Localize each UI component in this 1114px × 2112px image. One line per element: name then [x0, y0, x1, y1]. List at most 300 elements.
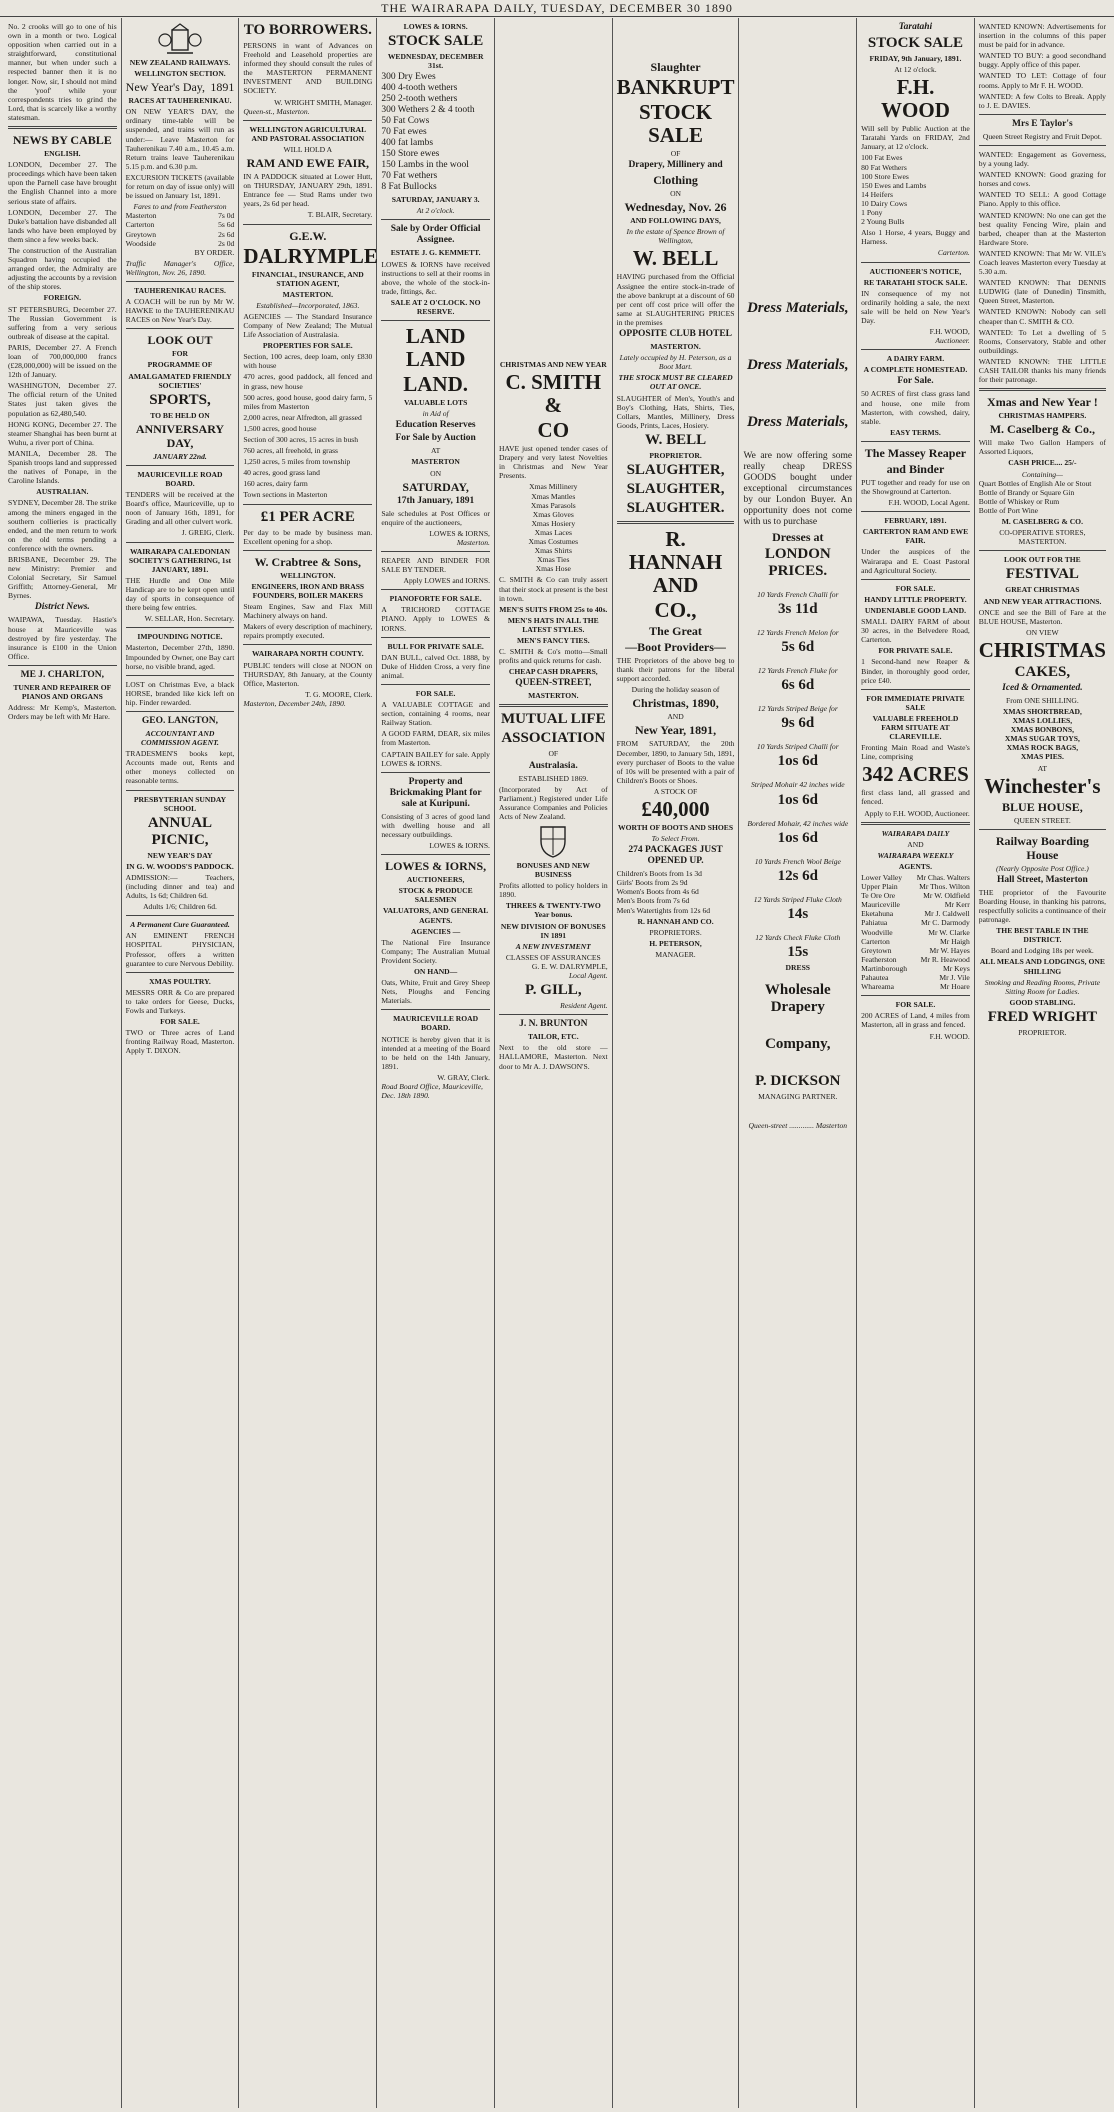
county-date: Masterton, December 24th, 1890.: [243, 698, 346, 708]
excursion-notice: EXCURSION TICKETS (available for return on day of issue only) will be issued on January 1st, 1891.: [125, 172, 235, 201]
of-word: OF: [548, 749, 559, 759]
agent-name: Mr R. Heawood: [920, 954, 970, 964]
foreign-subheading: FOREIGN.: [43, 293, 81, 303]
fare-price: 2s 6d: [218, 229, 235, 239]
divider: [499, 704, 608, 707]
divider: [381, 637, 490, 638]
dickson-name: P. DICKSON: [755, 1073, 841, 1090]
c-smith-item: Xmas Millinery: [529, 482, 578, 492]
stock-sale-day-2: SATURDAY, JANUARY 3.: [391, 195, 480, 205]
agent-row: [861, 891, 970, 900]
county-sign: T. G. MOORE, Clerk.: [305, 689, 373, 699]
auctioneers-role: AUCTIONEERS,: [406, 875, 465, 885]
papers-heading: WAIRARAPA DAILY: [881, 828, 950, 838]
programme-line: PROGRAMME OF: [147, 360, 213, 370]
w-bell-name-2: W. BELL: [644, 431, 707, 448]
poultry-heading: XMAS POULTRY.: [149, 976, 211, 986]
agent-name: Mr Kerr: [944, 900, 970, 910]
slaughter-line-2: SLAUGHTER,: [626, 480, 725, 497]
agent-row: [861, 973, 970, 982]
look-out-heading: LOOK OUT FOR THE: [1004, 555, 1081, 565]
homestead-heading: A COMPLETE HOMESTEAD.: [863, 365, 968, 375]
agent-place: Woodville: [861, 927, 893, 937]
mauriceville-date: Road Board Office, Mauriceville, Dec. 18th 1890.: [381, 1082, 483, 1101]
estate-body: LOWES & IORNS have received instructions to sell at their rooms in above, the whole of the stock-in-trade, fittings, &c.: [381, 259, 490, 296]
divider: [861, 689, 970, 690]
stock-sale-heading: STOCK SALE: [638, 100, 713, 147]
wanted-notice-13: WANTED KNOWN: THE LITTLE CASH TAILOR thanks his many friends for their patronage.: [978, 356, 1106, 385]
blue-house-name: BLUE HOUSE,: [1002, 799, 1083, 814]
coat-of-arms-emblem: [157, 22, 203, 56]
fares-title: Fares to and from Featherston: [133, 202, 227, 212]
stock-item: 150 Store ewes: [381, 149, 440, 160]
saturday-word: SATURDAY,: [402, 479, 469, 494]
news-london-3: The construction of the Australian Squadron having occupied the arranged order, the Admiralty are adjusting the accounts by a revision of the ship stores.: [8, 245, 117, 292]
for-sale-heading-2: FOR SALE.: [895, 1000, 936, 1010]
stock-item: 300 Dry Ewes: [381, 72, 436, 83]
divider: [861, 262, 970, 263]
divider: [243, 504, 372, 505]
hall-street: Hall Street, Masterton: [996, 874, 1088, 885]
dress-materials-3: Dress Materials,: [746, 414, 849, 430]
wanted-notice-12: WANTED: To Let a dwelling of 5 Rooms, Conservatory, Stable and other outbuildings.: [978, 327, 1106, 355]
stock-amount: £40,000: [641, 797, 710, 821]
county-heading: WAIRARAPA NORTH COUNTY.: [251, 649, 364, 659]
xmas-item: XMAS BONBONS,: [1010, 725, 1075, 735]
stock-item: 8 Fat Bullocks: [381, 182, 437, 193]
sale-schedules: Sale schedules at Post Offices or enquire of the auctioneers,: [381, 508, 490, 527]
property-item: 160 acres, dairy farm: [243, 479, 308, 489]
proprietors-line: PROPRIETORS.: [649, 927, 702, 937]
divider: [381, 1009, 490, 1010]
divider: [979, 145, 1106, 146]
c-smith-item: Xmas Parasols: [530, 500, 576, 510]
on-word: ON: [670, 189, 682, 199]
railways-section: WELLINGTON SECTION.: [134, 69, 226, 79]
divider: [126, 281, 235, 282]
agent-place: Whareama: [861, 982, 895, 992]
dalrymple-name: DALRYMPLE: [243, 243, 378, 268]
massey-reaper: The Massey Reaper: [864, 445, 967, 460]
valuable-lots: VALUABLE LOTS: [403, 398, 468, 408]
apply-wood: Apply to F.H. WOOD, Auctioneer.: [864, 808, 970, 818]
australasia-heading: Australasia.: [528, 760, 578, 771]
langton-role: ACCOUNTANT AND COMMISSION AGENT.: [141, 728, 219, 748]
new-year-1891: New Year, 1891,: [634, 723, 717, 738]
divider: [8, 126, 117, 129]
news-by-cable-heading: NEWS BY CABLE: [12, 133, 112, 148]
impounding-body: Masterton, December 27th, 1890. Impounded by Owner, one Bay cart horse, no visible brand, aged.: [125, 643, 235, 671]
intro-letter: No. 2 crooks will go to one of his own in a month or two. Logical opposition when carried out in a straightforward, constitutional manner, but when under such a respected banner then it is no longer. Now, sir, I should not mind the 'yoof' while your correspondents tries to grind the Lord, that is scarcely like a worthy statesman.: [8, 22, 117, 122]
stabling-line: GOOD STABLING.: [1009, 997, 1076, 1007]
column-9: [975, 18, 1110, 2108]
impounding-heading: IMPOUNDING NOTICE.: [137, 632, 223, 642]
news-waipawa: WAIPAWA, Tuesday. Hastie's house at Mauriceville was destroyed by fire yesterday. The insurance is £100 in the Union Office.: [8, 615, 117, 661]
district-news-heading: District News.: [34, 602, 90, 613]
dress-items: [743, 590, 852, 961]
fh-wood-body: Will sell by Public Auction at the Taratahi Yards on FRIDAY, 2nd January, at 12 o'clock.: [861, 124, 970, 152]
threes-heading: THREES & TWENTY-TWO Year bonus.: [505, 901, 601, 920]
dress-item-label: 12 Yards French Fluke for: [757, 666, 838, 676]
dress-item-price: 1os 6d: [777, 829, 819, 846]
c-smith-item: Xmas Laces: [534, 527, 572, 537]
caselberg-name: M. Caselberg & Co.,: [989, 422, 1096, 437]
anniversary-day-line: ANNIVERSARY DAY,: [135, 421, 225, 450]
annual-picnic-heading: ANNUAL PICNIC,: [147, 814, 213, 848]
auctioneers-notice-place: RE TARATAHI STOCK SALE.: [863, 277, 968, 287]
on-hand-heading: ON HAND—: [414, 966, 458, 976]
divider: [243, 120, 372, 121]
wanted-notice-4: WANTED: A few Colts to Break. Apply to J. E. DAVIES.: [978, 91, 1106, 110]
news-hong-kong: HONG KONG, December 27. The steamer Shanghai has been burnt at Wuhu, a river port of China.: [8, 419, 117, 447]
divider: [617, 521, 735, 524]
cure-body: AN EMINENT FRENCH HOSPITAL PHYSICIAN, Professor, offers a written guarantee to cure Nervous Debility.: [125, 931, 235, 968]
news-washington: WASHINGTON, December 27. The official return of the United States just taken gives the population as 62,480,540.: [8, 381, 117, 418]
christmas-heading: CHRISTMAS: [978, 637, 1106, 662]
bankrupt-heading: BANKRUPT: [616, 75, 735, 99]
wholesale-drapery: Wholesale Drapery: [764, 982, 831, 1016]
dress-item-label: Bordered Mohair, 42 inches wide: [747, 818, 849, 828]
boots-list: [617, 869, 735, 914]
auction-date: 17th January, 1891: [396, 495, 475, 506]
dairy-farm-body: 50 ACRES of first class grass land and house, one mile from Masterton, with cowshed, dairy, stable.: [861, 389, 970, 426]
auctioneers-role-2: STOCK & PRODUCE SALESMEN: [398, 886, 473, 905]
taratahi-stock-list: [861, 153, 970, 226]
column-2: [122, 18, 240, 2108]
new-years-day-label: New Year's Day,: [125, 80, 206, 95]
divider: [126, 627, 235, 628]
brickmaking-sign: LOWES & IORNS.: [429, 841, 490, 851]
agent-place: Lower Valley: [861, 873, 903, 882]
brickmaking-body: Consisting of 3 acres of good land with dwelling house and all necessary outbuildings.: [381, 811, 490, 839]
immediate-sale-heading: FOR IMMEDIATE PRIVATE SALE: [866, 693, 965, 712]
reaper-binder-notice: 1 Second-hand new Reaper & Binder, in thoroughly good order, price £40.: [861, 657, 970, 685]
xmas-item: XMAS LOLLIES,: [1012, 716, 1073, 726]
races-line: RACES AT TAUHERENIKAU.: [128, 96, 232, 106]
fare-row: [126, 211, 235, 220]
cottage-notice: A VALUABLE COTTAGE and section, containing 4 rooms, near Railway Station.: [381, 700, 490, 728]
stock-item: 300 Wethers 2 & 4 tooth: [381, 105, 475, 116]
ram-fair-heading: CARTERTON RAM AND EWE FAIR.: [862, 527, 969, 546]
caselberg-place: CO-OPERATIVE STORES, MASTERTON.: [999, 528, 1086, 547]
railway-boarding-house: Railway Boarding House: [995, 833, 1089, 862]
sunday-school-heading: PRESBYTERIAN SUNDAY SCHOOL: [133, 794, 227, 813]
divider: [861, 511, 970, 512]
reading-rooms: Smoking and Reading Rooms, Private Sitting Room for Ladies.: [984, 977, 1101, 996]
liquor-list: [979, 479, 1106, 515]
stock-of: A STOCK OF: [653, 786, 698, 796]
carterton-line: Carterton.: [937, 248, 970, 258]
local-agent-name: G. E. W. DALRYMPLE,: [531, 961, 608, 971]
stock-item: 100 Fat Ewes: [861, 153, 903, 163]
agent-place: Pahautea: [861, 973, 889, 983]
xmas-item: XMAS SHORTBREAD,: [1002, 706, 1082, 716]
slaughter-heading: Slaughter: [650, 60, 701, 74]
cash-price: CASH PRICE.... 25/-: [1008, 458, 1077, 468]
assignee-sale-heading: Sale by Order Official Assignee.: [390, 224, 481, 246]
per-acre-body: Per day to be made by business man. Excellent opening for a shop.: [243, 527, 373, 546]
dress-item-label: 12 Yards Check Fluke Cloth: [755, 932, 841, 942]
wanted-notice-11: WANTED KNOWN: Nobody can sell cheaper than C. SMITH & CO.: [978, 307, 1106, 326]
c-smith-co: CO: [537, 418, 570, 443]
dress-word: DRESS: [785, 962, 811, 972]
borrowers-place: Queen-st., Masterton.: [243, 106, 310, 116]
divider: [861, 995, 970, 996]
brickmaking-heading: Property and Brickmaking Plant for sale at Kuripuni.: [389, 776, 482, 809]
divider: [381, 219, 490, 220]
dress-item-price: 9s 6d: [781, 715, 815, 732]
divider: [499, 1014, 608, 1015]
langton-name: GEO. LANGTON,: [141, 715, 219, 726]
dress-item-label: 12 Yards Striped Fluke Cloth: [753, 894, 842, 904]
taratahi-heading: Taratahi: [898, 22, 933, 32]
divider: [126, 915, 235, 916]
wright-name: FRED WRIGHT: [987, 1008, 1098, 1025]
picnic-location: IN G. W. WOODS'S PADDOCK.: [126, 861, 234, 871]
reaper-apply: Apply LOWES and IORNS.: [403, 576, 490, 586]
dress-materials-2: Dress Materials,: [746, 357, 849, 373]
divider: [861, 441, 970, 442]
slaughter-line-3: SLAUGHTER.: [626, 499, 725, 516]
wanted-notice-7: WANTED TO SELL: A good Cottage Piano. Apply to this office.: [978, 190, 1106, 209]
column-4: [377, 18, 495, 2108]
agent-name: Mr Haigh: [940, 936, 970, 946]
agent-place: Eketahuna: [861, 909, 894, 919]
for-sale-by-auction: For Sale by Auction: [395, 433, 476, 444]
railways-heading: NEW ZEALAND RAILWAYS.: [129, 58, 231, 67]
divider: [126, 711, 235, 712]
company-word: Company,: [765, 1036, 831, 1053]
crest-emblem: [533, 823, 573, 859]
for-sale-heading: FOR SALE.: [160, 1017, 200, 1027]
agent-place: Pahiatua: [861, 918, 888, 928]
and-binder: and Binder: [886, 461, 945, 476]
stock-item: 250 2-tooth wethers: [381, 94, 458, 105]
c-smith-item: Xmas Hosiery: [531, 518, 576, 528]
column-7: [739, 18, 857, 2108]
agent-name: Mr Hoare: [940, 982, 970, 992]
christmas-heading: CHRISTMAS AND NEW YEAR: [499, 360, 607, 369]
wanted-notice-6: WANTED KNOWN: Good grazing for horses and cows.: [978, 170, 1106, 189]
packages-line: 274 PACKAGES JUST OPENED UP.: [628, 845, 723, 867]
agent-name: Mr J. Vile: [939, 973, 970, 983]
c-smith-item: Xmas Shirts: [534, 546, 572, 556]
c-smith-item: Xmas Ties: [537, 555, 570, 565]
divider: [126, 675, 235, 676]
dickson-role: MANAGING PARTNER.: [758, 1092, 838, 1102]
divider: [861, 822, 970, 825]
c-smith-body: HAVE just opened tender cases of Drapery and very latest Novelties in Christmas and New Year Presents.: [498, 444, 608, 481]
gill-name: P. GILL,: [525, 982, 582, 999]
proprietor-line: PROPRIETOR.: [649, 450, 702, 460]
property-item: Section of 300 acres, 15 acres in bush: [243, 435, 359, 444]
agent-row: [861, 900, 970, 909]
divider: [861, 349, 970, 350]
stock-item: 100 Store Ewes: [861, 171, 909, 181]
agent-row: [861, 918, 970, 927]
attractions-line: AND NEW YEAR ATTRACTIONS.: [983, 596, 1102, 606]
wanted-notice-1: WANTED KNOWN: Advertisements for insertion in the columns of this paper must be paid for in advance.: [978, 22, 1106, 50]
fare-price: 7s 0d: [218, 211, 235, 221]
on-word: ON: [430, 468, 442, 478]
news-paris: PARIS, December 27. A French loan of 700,000,000 francs (£28,000,000) will be issued on the 12th of January.: [8, 342, 117, 380]
fh-wood-role: Auctioneer.: [935, 336, 970, 346]
stock-list: [381, 72, 490, 193]
dress-item-price: 1os 6d: [777, 753, 819, 770]
dairy-farm-heading: A DAIRY FARM.: [886, 354, 945, 364]
mauriceville-body: NOTICE is hereby given that it is intended at a meeting of the Board to be held on the 14th January, 1891.: [381, 1034, 490, 1071]
freehold-farm: VALUABLE FREEHOLD FARM SITUATE AT CLAREVILLE.: [872, 713, 959, 742]
agricultural-sign: T. BLAIR, Secretary.: [307, 210, 373, 220]
divider: [861, 579, 970, 580]
dress-intro: We are now offering some really cheap DRESS GOODS bought under exceptional circumstances by our London Buyer. An opportunity does not come with us to purchase: [743, 451, 853, 527]
borrowers-heading: TO BORROWERS.: [243, 22, 372, 38]
queen-street: QUEEN STREET.: [1013, 815, 1071, 825]
agent-row: [861, 909, 970, 918]
look-out-for: FOR: [171, 349, 188, 359]
agent-place: Upper Plain: [861, 882, 898, 892]
look-out-heading: LOOK OUT: [147, 333, 213, 348]
column-3: [239, 18, 377, 2108]
dalrymple-established: Established—Incorporated, 1863.: [256, 300, 360, 310]
divider: [381, 320, 490, 321]
freehold-body: Fronting Main Road and Waste's Line, comprising: [861, 743, 970, 762]
stock-item: 150 Ewes and Lambs: [861, 180, 927, 190]
bull-body: DAN BULL, calved Oct. 1888, by Duke of Hidden Cross, a very fine animal.: [381, 652, 490, 680]
stock-item: 14 Heifers: [861, 189, 893, 199]
stock-sale-time: At 2 o'clock.: [416, 206, 455, 216]
reaper-tender: REAPER AND BINDER FOR SALE BY TENDER.: [381, 555, 490, 575]
winchester-name: Winchester's: [984, 773, 1101, 798]
weekly-heading: WAIRARAPA WEEKLY: [877, 850, 954, 860]
divider: [979, 829, 1106, 830]
mens-hats: MEN'S HATS IN ALL THE LATEST STYLES.: [507, 615, 599, 634]
mens-ties: MEN'S FANCY TIES.: [516, 635, 590, 645]
agent-name: Mr W. Oldfield: [923, 891, 970, 901]
xmas-new-year-heading: Xmas and New Year !: [987, 395, 1098, 410]
bonuses-body: Profits allotted to policy holders in 1890.: [498, 881, 608, 900]
divider: [979, 388, 1106, 391]
c-smith-note: C. SMITH & Co can truly assert that their stock at present is the best in town.: [498, 575, 608, 603]
brunton-body: Next to the old store — HALLAMORE, Masterton. Next door to Mr A. J. DAWSON'S.: [498, 1043, 608, 1071]
xmas-item: XMAS SUGAR TOYS,: [1004, 734, 1080, 744]
lost-horse-notice: LOST on Christmas Eve, a black HORSE, branded like kick left on hip. Finder rewarded.: [125, 679, 235, 707]
lowes-iorns-sign: LOWES & IORNS,: [429, 528, 490, 538]
caledonian-body: THE Hurdle and One Mile Handicap are to be kept open until day of sports in consequence of there being few entries.: [125, 575, 235, 613]
wanted-notice-3: WANTED TO LET: Cottage of four rooms. Apply to Mr F. H. WOOD.: [978, 71, 1106, 90]
property-item: Town sections in Masterton: [243, 490, 328, 500]
mutual-life-body: (Incorporated by Act of Parliament.) Registered under Life Assurance Companies and Policies Acts of New Zealand.: [498, 784, 608, 821]
mauriceville-sign: W. GRAY, Clerk.: [437, 1072, 490, 1082]
to-be-held-line: TO BE HELD ON: [150, 410, 210, 420]
dalrymple-agencies: AGENCIES — The Standard Insurance Company of New Zealand; The Mutual Life Association of Australasia.: [243, 311, 373, 340]
australian-subheading: AUSTRALIAN.: [36, 487, 89, 497]
agent-place: Carterton: [861, 936, 890, 946]
clothing-line: Clothing: [653, 173, 698, 188]
agencies-heading: AGENCIES —: [411, 926, 461, 936]
dalrymple-role: FINANCIAL, INSURANCE, AND STATION AGENT,: [251, 269, 364, 288]
agent-name: Mr Chas. Walters: [916, 873, 970, 882]
boot-item: Women's Boots from 4s 6d: [616, 887, 699, 897]
per-acre-heading: £1 PER ACRE: [260, 508, 355, 525]
agent-row: [861, 873, 970, 882]
iced-line: Iced & Ornamented.: [1002, 682, 1083, 693]
stock-item: 400 4-tooth wethers: [381, 83, 458, 94]
divider: [979, 114, 1106, 115]
for-sale-heading: FOR SALE.: [415, 689, 456, 698]
fare-station: Carterton: [125, 220, 155, 230]
dress-item-label: 12 Yards Striped Beige for: [757, 704, 838, 714]
wanted-notice-5: WANTED: Engagement as Governess, by a young lady.: [978, 149, 1106, 169]
fh-wood-name: F.H. WOOD: [881, 75, 950, 123]
caledonian-sign: W. SELLAR, Hon. Secretary.: [144, 614, 235, 624]
crabtree-name: W. Crabtree & Sons,: [254, 554, 361, 569]
cheap-drapers: CHEAP CASH DRAPERS,: [508, 667, 598, 677]
agent-name: Mr W. Clarke: [928, 927, 970, 937]
undeniable-land: UNDENIABLE GOOD LAND.: [864, 605, 966, 615]
agent-row: [861, 937, 970, 946]
opposite-club-hotel: OPPOSITE CLUB HOTEL: [619, 329, 733, 340]
properties-heading: PROPERTIES FOR SALE.: [262, 341, 353, 351]
brunton-role: TAILOR, ETC.: [527, 1032, 579, 1042]
caselberg-sign: M. CASELBERG & CO.: [1001, 517, 1083, 527]
fare-row: [126, 230, 235, 239]
worth-line: WORTH OF BOOTS AND SHOES: [618, 823, 734, 832]
cure-heading: A Permanent Cure Guaranteed.: [130, 920, 230, 930]
ad-charlton-name: ME J. CHARLTON,: [20, 669, 105, 680]
mutual-life-heading: MUTUAL LIFE: [500, 711, 606, 728]
stock-item: 70 Fat wethers: [381, 171, 438, 182]
property-item: 1,500 acres, good house: [243, 423, 317, 433]
association-heading: ASSOCIATION: [501, 730, 606, 747]
and-word: AND: [907, 839, 924, 849]
auctioneers-role-3: VALUATORS, AND GENERAL AGENTS.: [383, 906, 489, 925]
agent-row: [861, 964, 970, 973]
c-smith-list: [499, 482, 608, 573]
stock-item: 400 fat lambs: [381, 138, 434, 149]
divider: [126, 790, 235, 791]
news-london-2: LONDON, December 27. The Duke's battalion have disbanded all lands who have been employed by them since a few weeks back.: [8, 207, 117, 244]
dalrymple-place: MASTERTON.: [282, 289, 334, 299]
divider: [381, 684, 490, 685]
dress-item-price: 15s: [787, 943, 809, 960]
new-years-day-line: [126, 80, 235, 94]
divider: [126, 542, 235, 543]
stock-item: 80 Fat Wethers: [861, 162, 907, 172]
masterton-line: MASTERTON.: [528, 691, 579, 701]
massey-sign: F.H. WOOD, Local Agent.: [888, 498, 970, 508]
fare-station: Woodside: [125, 238, 156, 248]
containing-line: Containing—: [1021, 469, 1063, 479]
divider: [126, 972, 235, 973]
column-6: [613, 18, 740, 2108]
crabtree-place: WELLINGTON.: [280, 570, 336, 580]
agent-place: Te Ore Ore: [861, 891, 896, 901]
established-line: ESTABLISHED 1869.: [518, 773, 589, 783]
divider: [243, 550, 372, 551]
c-smith-motto: C. SMITH & Co's motto—Small profits and quick returns for cash.: [498, 647, 608, 666]
poultry-body: MESSRS ORR & Co are prepared to take orders for Geese, Ducks, Fowls and Turkeys.: [125, 987, 235, 1016]
stock-sale-date: FRIDAY, 9th January, 1891.: [869, 54, 962, 63]
column-8: [857, 18, 975, 2108]
news-london-1: LONDON, December 27. The proceedings which have been taken upon the Parnell case have brought the English Channel into a more serious state of affairs.: [8, 160, 117, 206]
railway-body: THE proprietor of the Favourite Boarding House, in thanking his patrons, respectfully solicits a continuance of their patronage.: [978, 887, 1106, 925]
select-line: To Select From.: [651, 834, 700, 844]
lowes-iorns-place: Masterton.: [456, 537, 490, 547]
great-christmas: GREAT CHRISTMAS: [1005, 585, 1080, 595]
railways-office: Traffic Manager's Office, Wellington, Nov. 26, 1890.: [125, 258, 235, 277]
stock-item: 1 Pony: [861, 208, 883, 218]
